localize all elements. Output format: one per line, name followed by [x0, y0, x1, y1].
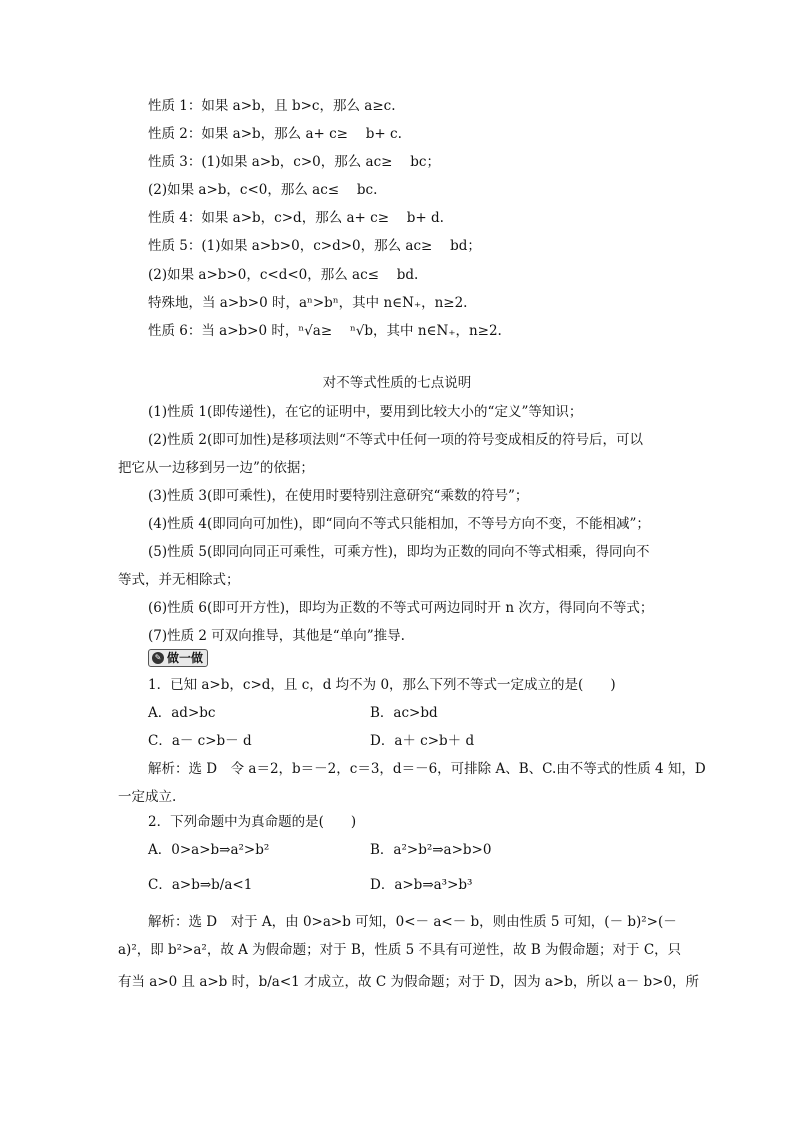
try-it-label: 做一做: [167, 651, 204, 665]
q1-solution-2: 一定成立.: [118, 789, 177, 805]
property-1: 性质 1：如果 a>b，且 b>c，那么 a≥c.: [148, 98, 396, 114]
note-2a: (2)性质 2(即可加性)是移项法则“不等式中任何一项的符号变成相反的符号后，可以: [148, 432, 643, 448]
q1-stem: 1．已知 a>b，c>d，且 c，d 均不为 0，那么下列不等式一定成立的是( ): [148, 677, 616, 693]
note-7: (7)性质 2 可双向推导，其他是“单向”推导.: [148, 628, 405, 644]
property-6: 性质 6：当 a>b>0 时，ⁿ√a≥ ⁿ√b，其中 n∈N₊，n≥2.: [148, 323, 502, 339]
pencil-icon: ✎: [152, 652, 164, 664]
property-special: 特殊地，当 a>b>0 时，aⁿ>bⁿ，其中 n∈N₊，n≥2.: [148, 295, 468, 311]
q2-solution-1: 解析：选 D 对于 A，由 0>a>b 可知，0<－ a<－ b，则由性质 5 可知，(－ b)²>(－: [148, 914, 677, 930]
q1-option-a: A．ad>bc: [148, 705, 216, 721]
note-1: (1)性质 1(即传递性)，在它的证明中，要用到比较大小的“定义”等知识；: [148, 404, 583, 420]
note-2b: 把它从一边移到另一边”的依据；: [118, 460, 314, 476]
note-5a: (5)性质 5(即同向同正可乘性，可乘方性)，即均为正数的同向不等式相乘，得同向不: [148, 544, 650, 560]
q2-option-c: C．a>b⇒b/a<1: [148, 877, 253, 893]
q1-option-d: D．a＋ c>b＋ d: [370, 733, 475, 749]
q2-solution-2: a)²，即 b²>a²，故 A 为假命题；对于 B，性质 5 不具有可逆性，故 B 为假命题；对于 C，只: [118, 942, 682, 958]
property-2: 性质 2：如果 a>b，那么 a+ c≥ b+ c.: [148, 126, 402, 142]
q2-option-b: B．a²>b²⇒a>b>0: [370, 842, 492, 858]
q2-stem: 2．下列命题中为真命题的是( ): [148, 814, 357, 830]
note-4: (4)性质 4(即同向可加性)，即“同向不等式只能相加，不等号方向不变，不能相减”；: [148, 516, 650, 532]
property-3a: 性质 3：(1)如果 a>b，c>0，那么 ac≥ bc；: [148, 154, 440, 170]
q2-solution-3: 有当 a>0 且 a>b 时，b/a<1 才成立，故 C 为假命题；对于 D，因为 a>b，所以 a－ b>0，所: [118, 974, 700, 990]
q1-option-b: B．ac>bd: [370, 705, 438, 721]
note-6: (6)性质 6(即可开方性)，即均为正数的不等式可两边同时开 n 次方，得同向不等式；: [148, 600, 654, 616]
property-5a: 性质 5：(1)如果 a>b>0，c>d>0，那么 ac≥ bd；: [148, 238, 481, 254]
q2-option-a: A．0>a>b⇒a²>b²: [148, 842, 270, 858]
try-it-badge: [148, 649, 208, 667]
notes-heading: 对不等式性质的七点说明: [322, 375, 472, 391]
note-3: (3)性质 3(即可乘性)，在使用时要特别注意研究“乘数的符号”；: [148, 488, 529, 504]
property-5b: (2)如果 a>b>0，c<d<0，那么 ac≤ bd.: [148, 267, 419, 283]
property-3b: (2)如果 a>b，c<0，那么 ac≤ bc.: [148, 182, 378, 198]
q2-option-d: D．a>b⇒a³>b³: [370, 877, 473, 893]
note-5b: 等式，并无相除式；: [118, 572, 240, 588]
property-4: 性质 4：如果 a>b，c>d，那么 a+ c≥ b+ d.: [148, 210, 444, 226]
q1-option-c: C．a－ c>b－ d: [148, 733, 252, 749]
q1-solution-1: 解析：选 D 令 a＝2，b＝－2，c＝3，d＝－6，可排除 A、B、C.由不等式的性质 4 知，D: [148, 761, 706, 777]
